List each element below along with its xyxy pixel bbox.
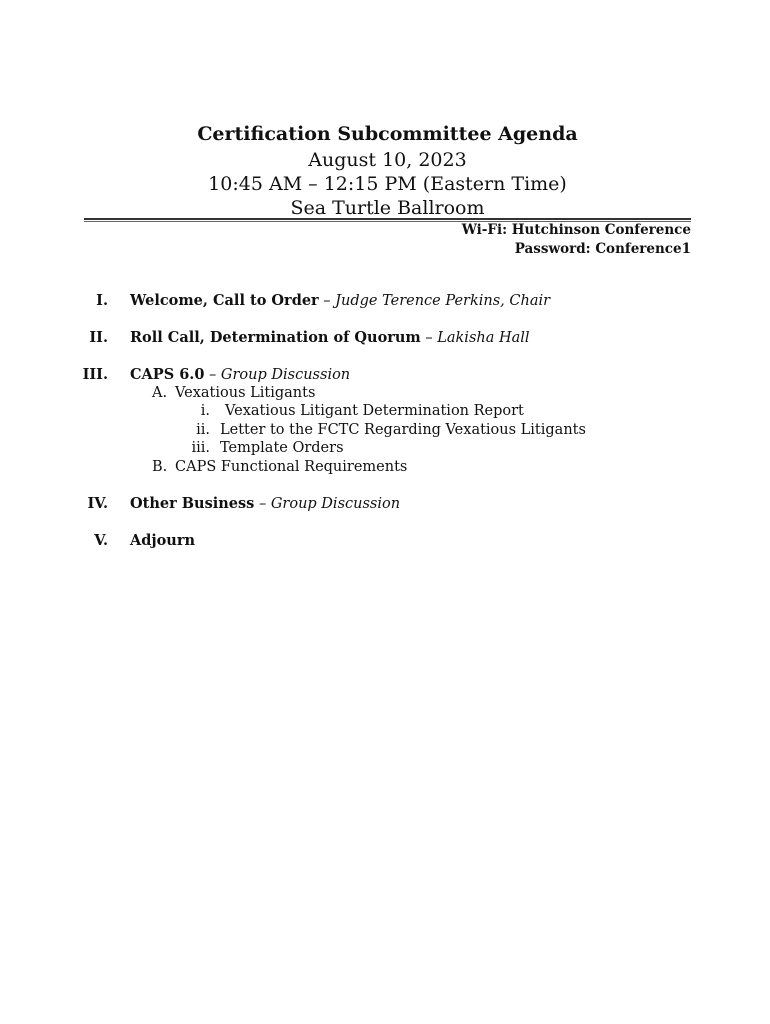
item-number: II. bbox=[89, 329, 108, 346]
item-number: V. bbox=[94, 531, 108, 549]
item-title: Other Business bbox=[130, 494, 255, 512]
wifi-password: Password: Conference1 bbox=[514, 241, 691, 257]
agenda-item-4 bbox=[0, 495, 770, 513]
subitem-roman: i. bbox=[200, 403, 210, 419]
subitem-a bbox=[0, 384, 770, 402]
item-title: Adjourn bbox=[130, 531, 196, 549]
item-title: Welcome, Call to Order bbox=[130, 292, 319, 309]
agenda-item-5 bbox=[0, 532, 770, 550]
item-separator: – bbox=[318, 293, 336, 309]
item-separator: – bbox=[254, 495, 271, 512]
agenda-item-2 bbox=[0, 329, 770, 347]
item-text bbox=[130, 532, 195, 550]
item-title: CAPS 6.0 bbox=[130, 366, 205, 383]
item-separator: – bbox=[420, 330, 438, 346]
agenda-item-3 bbox=[0, 366, 770, 384]
subitem-label: Letter to the FCTC Regarding Vexatious Litigants bbox=[220, 421, 586, 438]
subitem-a-ii bbox=[0, 421, 770, 440]
meeting-location: Sea Turtle Ballroom bbox=[290, 197, 485, 219]
meeting-time: 10:45 AM – 12:15 PM (Eastern Time) bbox=[208, 173, 567, 195]
wifi-info bbox=[462, 221, 691, 259]
item-presenter: Group Discussion bbox=[270, 495, 401, 512]
item-presenter: Group Discussion bbox=[220, 367, 351, 383]
item-text bbox=[130, 329, 530, 347]
agenda-list bbox=[0, 292, 770, 569]
item-number: III. bbox=[82, 366, 108, 383]
subitem-label: Vexatious Litigant Determination Report bbox=[225, 403, 524, 419]
subitem-roman: ii. bbox=[196, 421, 210, 438]
item-presenter: Lakisha Hall bbox=[437, 330, 530, 346]
item-number: I. bbox=[96, 292, 108, 309]
subitem-letter: A. bbox=[152, 385, 168, 401]
agenda-item-3-group bbox=[0, 366, 770, 476]
item-separator: – bbox=[204, 367, 221, 383]
item-text bbox=[130, 366, 350, 384]
subitem-label: Vexatious Litigants bbox=[175, 385, 316, 401]
meeting-date: August 10, 2023 bbox=[308, 149, 467, 171]
agenda-item-1 bbox=[0, 292, 770, 310]
subitem-label: CAPS Functional Requirements bbox=[175, 458, 408, 475]
subitem-roman: iii. bbox=[191, 440, 210, 456]
item-text bbox=[130, 495, 400, 513]
subitem-a-i bbox=[0, 402, 770, 421]
item-text bbox=[130, 292, 550, 310]
subitem-a-iii bbox=[0, 439, 770, 458]
item-title: Roll Call, Determination of Quorum bbox=[130, 329, 421, 346]
wifi-network: Wi-Fi: Hutchinson Conference bbox=[461, 222, 691, 238]
subitem-letter: B. bbox=[152, 458, 168, 475]
agenda-header bbox=[84, 120, 691, 220]
item-presenter: Judge Terence Perkins, Chair bbox=[335, 293, 551, 309]
agenda-title: Certification Subcommittee Agenda bbox=[197, 123, 578, 145]
subitem-b bbox=[0, 458, 770, 476]
item-number: IV. bbox=[87, 494, 108, 512]
subitem-label: Template Orders bbox=[220, 440, 344, 456]
